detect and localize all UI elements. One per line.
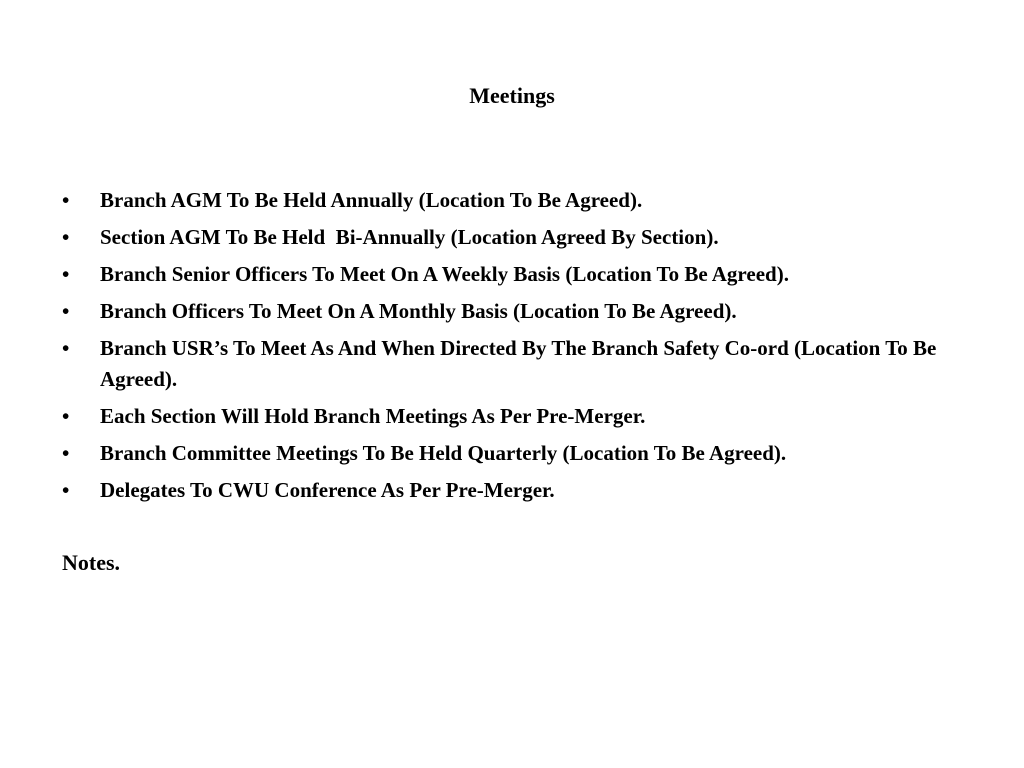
list-item	[62, 401, 962, 432]
bullet-icon: •	[62, 404, 70, 428]
bullet-text: Branch Committee Meetings To Be Held Quarterly (Location To Be Agreed).	[100, 441, 787, 465]
list-item	[62, 296, 962, 327]
list-item	[62, 259, 962, 290]
bullet-text: Branch USR’s To Meet As And When Directed By The Branch Safety Co-ord (Location To Be Agreed).	[100, 336, 937, 391]
bullet-icon: •	[62, 262, 70, 286]
bullet-text: Branch Senior Officers To Meet On A Weekly Basis (Location To Be Agreed).	[100, 262, 789, 286]
bullet-icon: •	[62, 225, 70, 249]
list-item	[62, 222, 962, 253]
bullet-text: Section AGM To Be Held Bi-Annually (Location Agreed By Section).	[100, 225, 719, 249]
bullet-icon: •	[62, 299, 70, 323]
bullet-text: Delegates To CWU Conference As Per Pre-Merger.	[100, 478, 555, 502]
bullet-icon: •	[62, 478, 70, 502]
list-item	[62, 333, 962, 395]
list-item	[62, 185, 962, 216]
bullet-text: Branch AGM To Be Held Annually (Location To Be Agreed).	[100, 188, 643, 212]
bullet-icon: •	[62, 188, 70, 212]
list-item	[62, 438, 962, 469]
bullet-icon: •	[62, 336, 70, 360]
slide-title: Meetings	[469, 83, 555, 108]
bullet-text: Each Section Will Hold Branch Meetings As Per Pre-Merger.	[100, 404, 646, 428]
bullet-icon: •	[62, 441, 70, 465]
bullet-list	[62, 185, 962, 512]
list-item	[62, 475, 962, 506]
bullet-text: Branch Officers To Meet On A Monthly Basis (Location To Be Agreed).	[100, 299, 737, 323]
notes-label: Notes.	[62, 550, 121, 575]
